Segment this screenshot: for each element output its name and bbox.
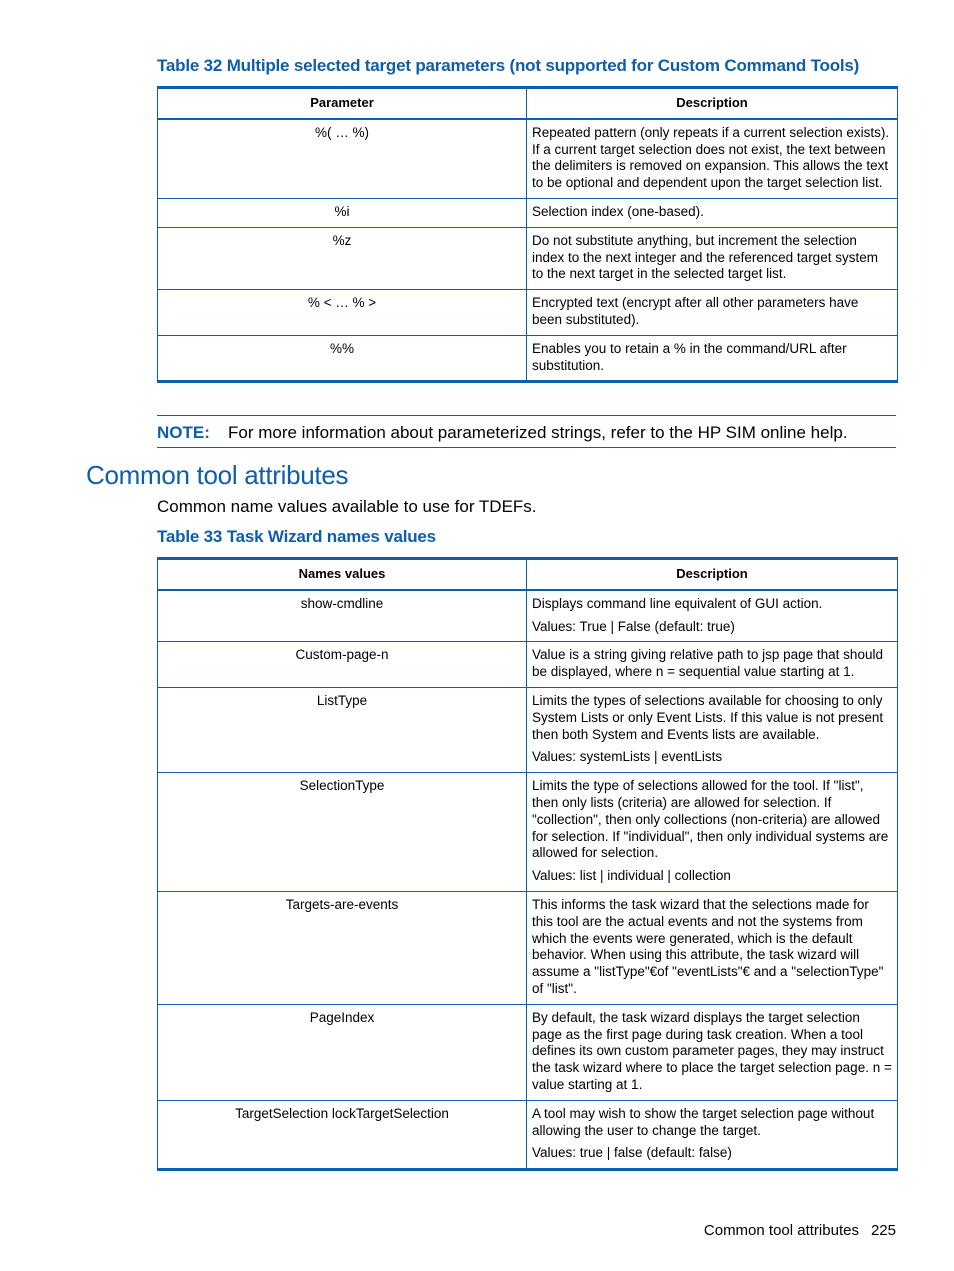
name-value-cell: PageIndex xyxy=(158,1004,527,1100)
values-text: Values: true | false (default: false) xyxy=(532,1145,732,1161)
note-label: NOTE: xyxy=(157,423,210,442)
description-cell xyxy=(527,335,898,382)
parameter-cell: %( … %) xyxy=(158,119,527,199)
table-32 xyxy=(157,86,898,383)
table-row xyxy=(158,119,898,199)
column-header-description: Description xyxy=(527,88,898,119)
description-text: Limits the type of selections allowed for the tool. If "list", then only lists (criteria) are allowed for selection. If "collection", then only collections (non-criteria) are allowed for selection. If "individual", then only individual systems are allowed for selection. xyxy=(532,778,889,861)
table-row xyxy=(158,891,898,1004)
description-cell xyxy=(527,773,898,892)
table-row xyxy=(158,290,898,336)
values-text: Values: systemLists | eventLists xyxy=(532,749,723,765)
description-cell xyxy=(527,891,898,1004)
table-row xyxy=(158,1100,898,1169)
table-header-row xyxy=(158,559,898,590)
table-row xyxy=(158,335,898,382)
description-cell xyxy=(527,198,898,227)
description-cell xyxy=(527,1004,898,1100)
description-text: Encrypted text (encrypt after all other parameters have been substituted). xyxy=(532,295,859,327)
description-text: This informs the task wizard that the selections made for this tool are the actual events and not the systems from which the events were generated, which is the default behavior. When using this attribute, the task wizard will assume a "listType"€of "eventLists"€ and a "selectionType" of "list". xyxy=(532,896,884,996)
table-row xyxy=(158,687,898,772)
section-intro: Common name values available to use for TDEFs. xyxy=(157,497,537,516)
column-header-names-values: Names values xyxy=(158,559,527,590)
parameter-cell: %z xyxy=(158,227,527,289)
description-text: Do not substitute anything, but increment the selection index to the next integer and the referenced target system to the next target in the selected target list. xyxy=(532,232,878,282)
note-text: For more information about parameterized strings, refer to the HP SIM online help. xyxy=(228,423,848,442)
parameter-cell: %% xyxy=(158,335,527,382)
table-row xyxy=(158,590,898,642)
description-cell xyxy=(527,590,898,642)
name-value-cell: TargetSelection lockTargetSelection xyxy=(158,1100,527,1169)
description-cell xyxy=(527,1100,898,1169)
table-header-row xyxy=(158,88,898,119)
description-text: By default, the task wizard displays the target selection page as the first page during task creation. When a tool defines its own custom parameter pages, they may instruct the task wizard where to place the target selection page. n = value starting at 1. xyxy=(532,1009,892,1092)
table-33-caption: Table 33 Task Wizard names values xyxy=(157,527,436,546)
note-box xyxy=(157,415,896,448)
name-value-cell: Custom-page-n xyxy=(158,642,527,688)
page-footer xyxy=(704,1222,896,1239)
description-cell xyxy=(527,119,898,199)
description-text: Repeated pattern (only repeats if a current selection exists). If a current target selection does not exist, the text between the delimiters is removed on expansion. This allows the text to be optional and dependent upon the target selection list. xyxy=(532,124,890,191)
parameter-cell: %i xyxy=(158,198,527,227)
description-cell xyxy=(527,227,898,289)
table-row xyxy=(158,198,898,227)
values-text: Values: list | individual | collection xyxy=(532,868,731,884)
description-cell xyxy=(527,642,898,688)
name-value-cell: ListType xyxy=(158,687,527,772)
table-row xyxy=(158,1004,898,1100)
table-row xyxy=(158,642,898,688)
table-row xyxy=(158,227,898,289)
page-number: 225 xyxy=(870,1222,896,1239)
name-value-cell: SelectionType xyxy=(158,773,527,892)
column-header-parameter: Parameter xyxy=(158,88,527,119)
description-text: Enables you to retain a % in the command/URL after substitution. xyxy=(532,340,847,373)
values-text: Values: True | False (default: true) xyxy=(532,618,735,634)
parameter-cell: % < … % > xyxy=(158,290,527,336)
section-heading: Common tool attributes xyxy=(86,460,349,490)
column-header-description: Description xyxy=(527,559,898,590)
description-cell xyxy=(527,290,898,336)
name-value-cell: Targets-are-events xyxy=(158,891,527,1004)
description-text: Limits the types of selections available for choosing to only System Lists or only Event Lists. If this value is not present then both System and Events lists are available. xyxy=(532,692,884,742)
footer-section-name: Common tool attributes xyxy=(703,1222,859,1239)
description-text: Displays command line equivalent of GUI action. xyxy=(532,595,823,611)
table-row xyxy=(158,773,898,892)
description-text: A tool may wish to show the target selection page without allowing the user to change the target. xyxy=(532,1105,875,1138)
description-cell xyxy=(527,687,898,772)
description-text: Value is a string giving relative path to jsp page that should be displayed, where n = sequential value starting at 1. xyxy=(532,647,883,680)
table-32-caption: Table 32 Multiple selected target parameters (not supported for Custom Command Tools) xyxy=(157,56,860,75)
description-text: Selection index (one-based). xyxy=(532,203,704,219)
table-33 xyxy=(157,557,898,1171)
name-value-cell: show-cmdline xyxy=(158,590,527,642)
